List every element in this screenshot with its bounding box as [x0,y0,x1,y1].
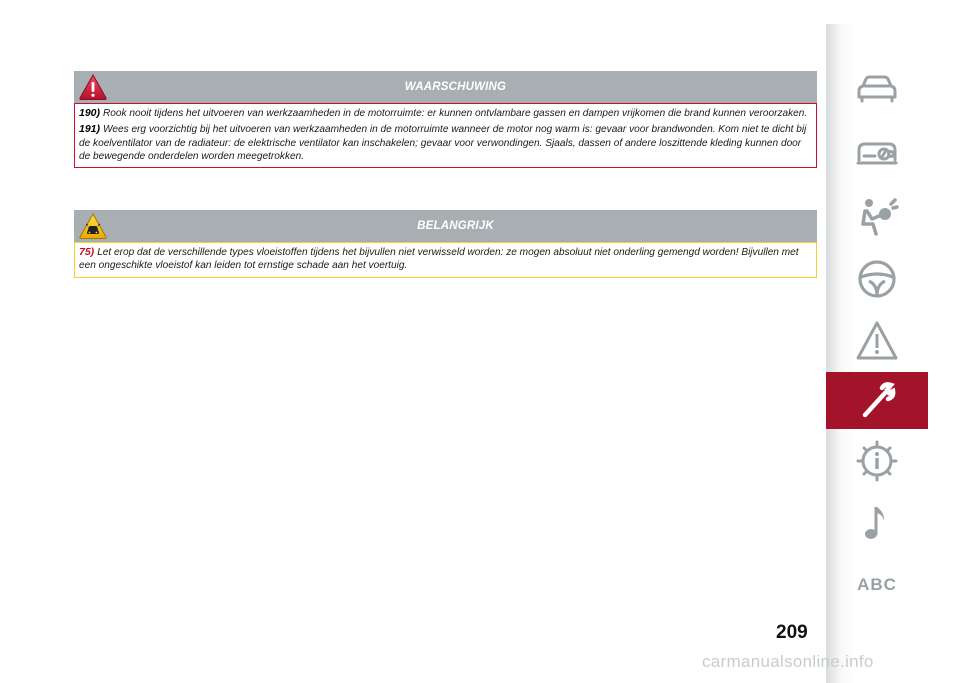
sidebar-item-car[interactable] [826,62,928,119]
warning-notice [74,71,817,168]
sidebar-item-maintenance[interactable] [826,372,928,429]
sidebar-item-steering[interactable] [826,250,928,307]
important-note-75 [79,246,811,273]
index-label: ABC [857,574,897,594]
warning-body [74,103,817,168]
car-caution-triangle-icon [78,212,108,240]
sidebar-item-emergency[interactable] [826,312,928,369]
warning-note-190 [79,107,811,120]
warning-triangle-icon [78,73,108,101]
sidebar-item-index[interactable] [826,556,928,613]
important-body [74,242,817,278]
steering-wheel-icon [855,257,899,301]
warning-note-191 [79,123,811,163]
important-title: BELANGRIJK [417,220,494,232]
sidebar-item-safety[interactable] [826,187,928,244]
note-number: 191) [79,123,101,136]
wrench-icon [855,379,899,423]
important-notice [74,210,817,278]
car-icon [855,69,899,113]
watermark: carmanualsonline.info [702,652,874,671]
page-number: 209 [776,622,808,643]
note-text: Rook nooit tijdens het uitvoeren van werkzaamheden in de motorruimte: er kunnen ontvlambare gassen en dampen vrijkomen die brand kunnen veroorzaken. [103,108,808,119]
note-number: 75) [79,246,95,258]
info-gear-icon [855,439,899,483]
note-text: Let erop dat de verschillende types vloeistoffen tijdens het bijvullen niet verwisseld worden: ze mogen absoluut niet onderling gemengd worden! Bijvullen met een ongeschikte vloeistof kan leiden tot ernstige schade aan het voertuig. [79,247,799,272]
note-number: 190) [79,107,101,119]
airbag-person-icon [855,194,899,238]
warning-header [74,71,817,103]
music-note-icon [855,501,899,545]
warning-title: WAARSCHUWING [404,81,507,93]
warning-triangle-icon [855,319,899,363]
sidebar-item-technical-data[interactable] [826,432,928,489]
sidebar-item-dashboard[interactable] [826,125,928,182]
chapter-sidebar [826,24,934,683]
important-header [74,210,817,242]
sidebar-item-multimedia[interactable] [826,494,928,551]
dashboard-gauges-icon [855,132,899,176]
note-text: Wees erg voorzichtig bij het uitvoeren van werkzaamheden in de motorruimte wanneer de motor nog warm is: gevaar voor brandwonden. Kom niet te dicht bij de koelventilator van de radiateur: de elektrische ventilator kan inschakelen; gevaar voor verwondingen. Sjaals, dassen of andere loszittende kleding kunnen door de bewegende onderdelen worden meegetrokken. [79,124,807,162]
